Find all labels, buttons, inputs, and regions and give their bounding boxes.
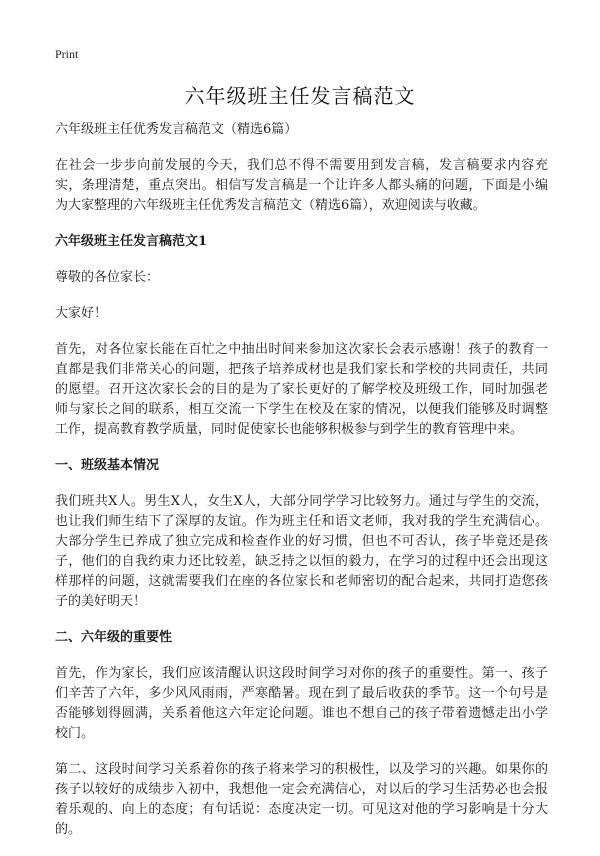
paragraph-1: 首先，对各位家长能在百忙之中抽出时间来参加这次家长会表示感谢！孩子的教育一直都是我们非常关心的问题，把孩子培养成材也是我们家长和学校的共同责任，共同的愿望。召开这次家长会的目的是为了家长更好的了解学校及班级工作，同时加强老师与家长之间的联系，相互交流一下学生在校及在家的情况，以便我们能够及时调整工作，提高教育教学质量，同时促使家长也能够积极参与到学生的教育管理中来。 bbox=[55, 342, 548, 437]
heading-importance: 二、六年级的重要性 bbox=[55, 630, 173, 645]
paragraph-4: 第二、这段时间学习关系着你的孩子将来学习的积极性，以及学习的兴趣。如果你的孩子以较好的成绩步入初中，我想他一定会充满信心，对以后的学习生活势必也会报着乐观的、向上的态度；有句话说：态度决定一切。可见这对他的学习影响是十分大的。 bbox=[55, 762, 548, 837]
hello: 大家好！ bbox=[55, 306, 108, 321]
heading-basic-info: 一、班级基本情况 bbox=[55, 458, 160, 473]
page-title: 六年级班主任发言稿范文 bbox=[184, 84, 416, 108]
section-heading-1: 六年级班主任发言稿范文1 bbox=[55, 234, 208, 249]
greeting: 尊敬的各位家长： bbox=[55, 270, 160, 285]
subtitle: 六年级班主任优秀发言稿范文（精选6篇） bbox=[55, 122, 298, 137]
print-link[interactable]: Print bbox=[55, 47, 79, 61]
paragraph-2: 我们班共X人。男生X人，女生X人，大部分同学学习比较努力。通过与学生的交流，也让我们师生结下了深厚的友谊。作为班主任和语文老师，我对我的学生充满信心。大部分学生已养成了独立完成和检查作业的好习惯，但也不可否认，孩子毕竟还是孩子，他们的自我约束力还比较差，缺乏持之以恒的毅力，在学习的过程中还会出现这样那样的问题，这就需要我们在座的各位家长和老师密切的配合起来，共同打造您孩子的美好明天！ bbox=[55, 494, 548, 609]
intro-paragraph: 在社会一步步向前发展的今天，我们总不得不需要用到发言稿，发言稿要求内容充实，条理清楚，重点突出。相信写发言稿是一个让许多人都头痛的问题，下面是小编为大家整理的六年级班主任优秀发言稿范文（精选6篇），欢迎阅读与收藏。 bbox=[55, 158, 548, 213]
article-body bbox=[55, 120, 548, 856]
paragraph-3: 首先，作为家长，我们应该清醒认识这段时间学习对你的孩子的重要性。第一、孩子们辛苦了六年，多少风风雨雨，严寒酷暑。现在到了最后收获的季节。这一个句号是否能够划得圆满，关系着他这六年定论问题。谁也不想自己的孩子带着遗憾走出小学校门。 bbox=[55, 666, 548, 741]
